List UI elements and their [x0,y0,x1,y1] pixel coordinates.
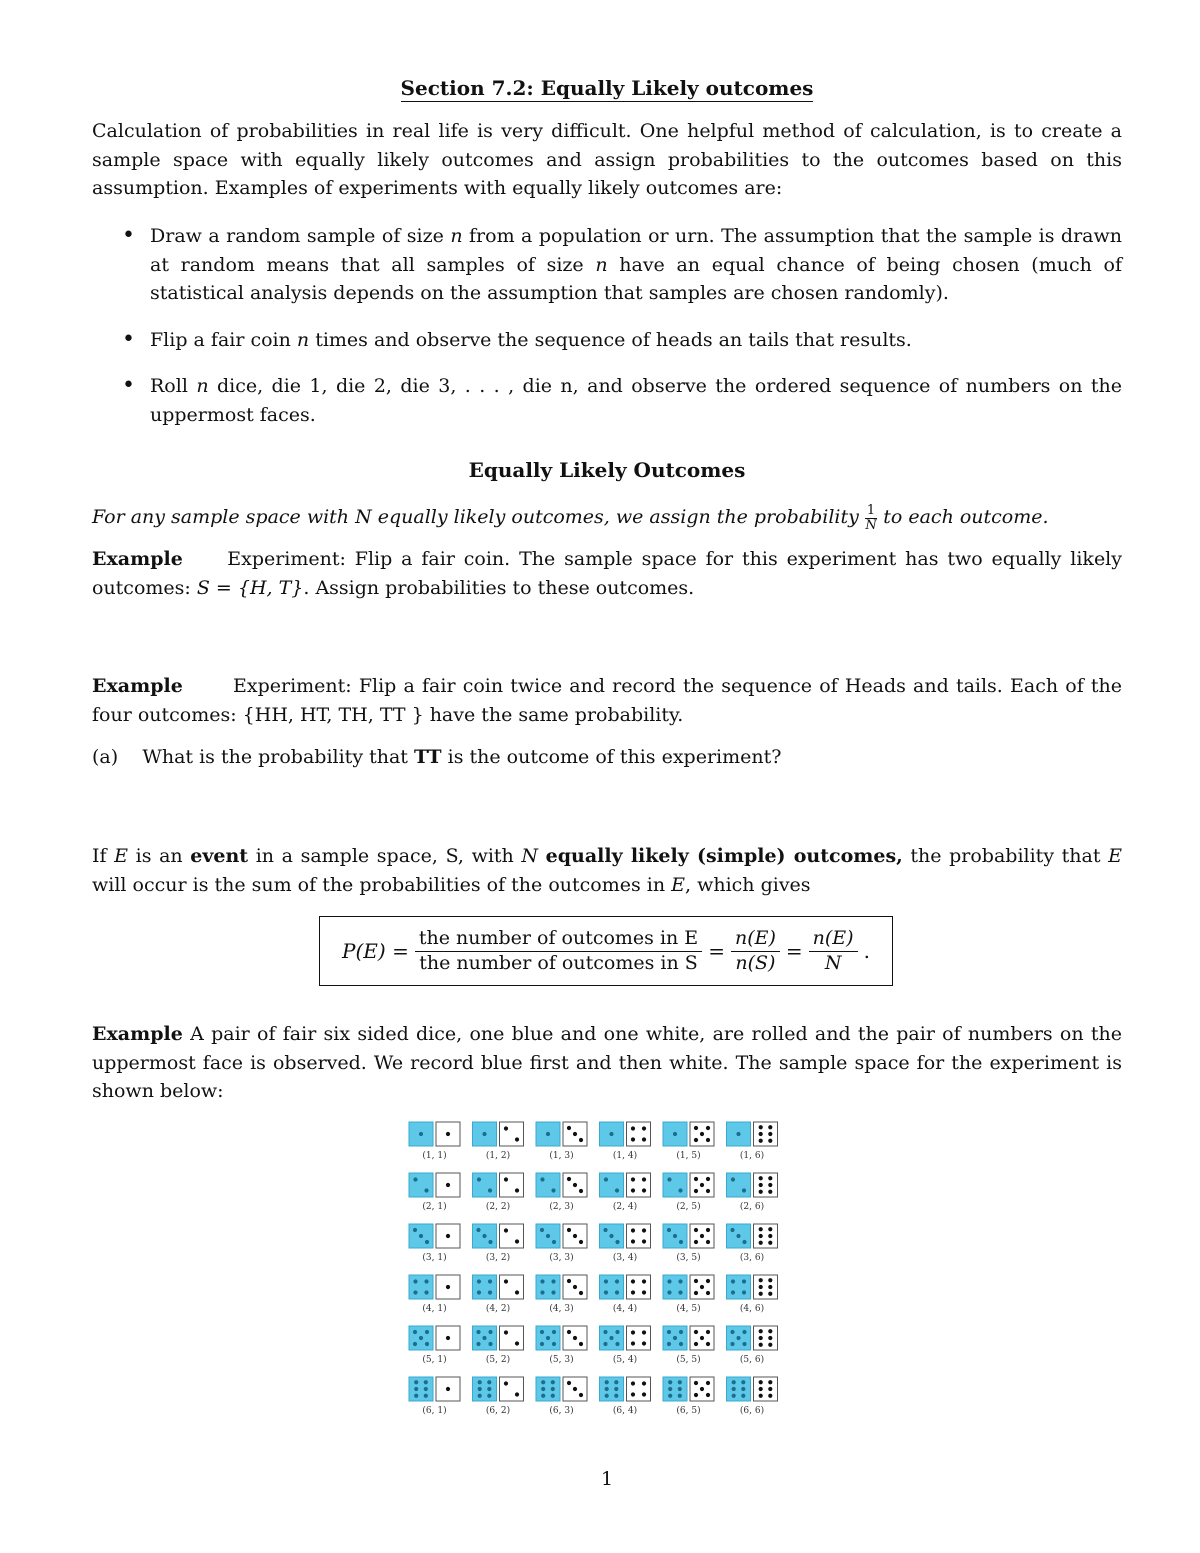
outcome-label: (6, 4) [612,1406,638,1416]
blue-die-icon [727,1224,751,1248]
blue-die-icon [727,1326,751,1350]
outcome-label: (5, 4) [612,1355,638,1365]
section-title: Section 7.2: Equally Likely outcomes [400,76,814,100]
blue-die-icon [600,1122,624,1146]
blue-die-icon [473,1326,497,1350]
blue-die-icon [409,1377,433,1401]
blue-die-icon [473,1275,497,1299]
outcome-label: (6, 3) [549,1406,574,1416]
outcome-label: (6, 1) [422,1406,447,1416]
blue-die-icon [473,1377,497,1401]
white-die-icon [563,1224,587,1248]
white-die-icon [690,1122,714,1146]
white-die-icon [690,1173,714,1197]
white-die-icon [563,1377,587,1401]
outcome-label: (1, 5) [676,1151,701,1161]
outcome-label: (1, 4) [612,1151,638,1161]
dice-sample-space [407,1120,787,1420]
white-die-icon [627,1275,651,1299]
white-die-icon [627,1224,651,1248]
blue-die-icon [727,1173,751,1197]
white-die-icon [754,1224,778,1248]
blue-die-icon [409,1326,433,1350]
white-die-icon [500,1224,524,1248]
outcome-label: (4, 4) [612,1304,638,1314]
white-die-icon [436,1224,460,1248]
example-3: Example A pair of fair six sided dice, one blue and one white, are rolled and the pair of numbers on the uppermost face is observed. We record blue first and then white. The sample space for the experiment is shown below: [92,1023,1122,1102]
blue-die-icon [663,1122,687,1146]
outcome-label: (6, 2) [485,1406,511,1416]
outcome-label: (4, 3) [549,1304,574,1314]
outcome-label: (4, 6) [739,1304,765,1314]
white-die-icon [500,1326,524,1350]
blue-die-icon [536,1224,560,1248]
blue-die-icon [473,1122,497,1146]
white-die-icon [690,1326,714,1350]
blue-die-icon [536,1377,560,1401]
list-item: • Draw a random sample of size n from a population or urn. The assumption that the sample is drawn at random means that all samples of size n have an equal chance of being chosen (much of statistical analysis depends on the assumption that samples are chosen randomly). [92,222,1122,308]
outcome-label: (3, 1) [422,1253,447,1263]
outcome-label: (3, 3) [549,1253,574,1263]
blue-die-icon [473,1173,497,1197]
definition: For any sample space with N equally likely outcomes, we assign the probability $\frac{1}{N}$ to each outcome. [92,502,1049,533]
outcome-label: (1, 3) [549,1151,574,1161]
example-2-part-a: (a) What is the probability that TT is the outcome of this experiment? [92,746,782,768]
white-die-icon [436,1377,460,1401]
list-item: • Flip a fair coin n times and observe the sequence of heads an tails that results. [92,326,1122,355]
blue-die-icon [409,1173,433,1197]
blue-die-icon [600,1224,624,1248]
blue-die-icon [600,1377,624,1401]
blue-die-icon [409,1224,433,1248]
white-die-icon [690,1377,714,1401]
blue-die-icon [409,1122,433,1146]
outcome-label: (2, 4) [612,1202,638,1212]
white-die-icon [500,1122,524,1146]
white-die-icon [436,1326,460,1350]
white-die-icon [500,1377,524,1401]
outcome-label: (1, 1) [422,1151,447,1161]
outcome-label: (6, 5) [676,1406,701,1416]
white-die-icon [754,1173,778,1197]
white-die-icon [500,1173,524,1197]
blue-die-icon [663,1275,687,1299]
blue-die-icon [663,1173,687,1197]
examples-list [92,222,1122,447]
blue-die-icon [663,1224,687,1248]
white-die-icon [754,1275,778,1299]
outcome-label: (4, 1) [422,1304,447,1314]
white-die-icon [563,1122,587,1146]
outcome-label: (2, 3) [549,1202,574,1212]
example-label: Example [92,548,183,570]
outcome-label: (2, 5) [676,1202,701,1212]
white-die-icon [690,1224,714,1248]
outcome-label: (2, 2) [485,1202,511,1212]
blue-die-icon [663,1377,687,1401]
outcome-label: (4, 5) [676,1304,701,1314]
blue-die-icon [727,1377,751,1401]
intro-paragraph: Calculation of probabilities in real life is very difficult. One helpful method of calculation, is to create a sample space with equally likely outcomes and assign probabilities to the outcomes based on this assumption. Examples of experiments with equally likely outcomes are: [92,120,1122,199]
white-die-icon [500,1275,524,1299]
example-label: Example [92,1023,183,1045]
white-die-icon [754,1377,778,1401]
subheading: Equally Likely Outcomes [468,458,746,482]
example-1: Example Experiment: Flip a fair coin. The sample space for this experiment has two equally likely outcomes: S = {H, T}. Assign probabilities to these outcomes. [92,548,1122,599]
list-item: • Roll n dice, die 1, die 2, die 3, . . . , die n, and observe the ordered sequence of numbers on the uppermost faces. [92,372,1122,429]
page-number: 1 [600,1468,614,1490]
outcome-label: (5, 1) [422,1355,447,1365]
fraction: $\frac{n(E)}{n(S)}$ [731,929,780,974]
blue-die-icon [600,1173,624,1197]
outcome-label: (2, 1) [422,1202,447,1212]
white-die-icon [563,1173,587,1197]
outcome-label: (3, 6) [739,1253,765,1263]
white-die-icon [754,1122,778,1146]
blue-die-icon [536,1326,560,1350]
white-die-icon [754,1326,778,1350]
white-die-icon [627,1173,651,1197]
white-die-icon [627,1377,651,1401]
example-label: Example [92,675,183,697]
event-paragraph: If E is an event in a sample space, S, with N equally likely (simple) outcomes, the probability that E will occur is the sum of the probabilities of the outcomes in E, which gives [92,845,1122,896]
outcome-label: (1, 6) [739,1151,765,1161]
white-die-icon [563,1326,587,1350]
blue-die-icon [600,1275,624,1299]
outcome-label: (2, 6) [739,1202,765,1212]
outcome-label: (6, 6) [739,1406,765,1416]
outcome-label: (3, 2) [485,1253,511,1263]
fraction: $\frac{1}{N}$ [865,502,877,533]
blue-die-icon [663,1326,687,1350]
outcome-label: (5, 6) [739,1355,765,1365]
outcome-label: (4, 2) [485,1304,511,1314]
blue-die-icon [473,1224,497,1248]
outcome-label: (5, 3) [549,1355,574,1365]
blue-die-icon [600,1326,624,1350]
blue-die-icon [727,1275,751,1299]
outcome-label: (3, 4) [612,1253,638,1263]
blue-die-icon [727,1122,751,1146]
example-2: Example Experiment: Flip a fair coin twice and record the sequence of Heads and tails. Each of the four outcomes: {HH, HT, TH, TT } have the same probability. [92,675,1123,726]
white-die-icon [627,1326,651,1350]
blue-die-icon [409,1275,433,1299]
white-die-icon [690,1275,714,1299]
white-die-icon [436,1122,460,1146]
blue-die-icon [536,1173,560,1197]
fraction: $\frac{n(E)}{N}$ [809,929,858,974]
outcome-label: (1, 2) [485,1151,511,1161]
white-die-icon [436,1275,460,1299]
blue-die-icon [536,1275,560,1299]
outcome-label: (5, 2) [485,1355,511,1365]
probability-formula: P(E) = $\frac{\text{the number of outcomes in E}}{\text{the number of outcomes in S}}$ = $\frac{n(E)}{n(S)}$ = $\frac{n(E)}{N}$ . [319,916,893,986]
outcome-label: (3, 5) [676,1253,701,1263]
white-die-icon [563,1275,587,1299]
white-die-icon [436,1173,460,1197]
fraction: $\frac{\text{the number of outcomes in E}}{\text{the number of outcomes in S}}$ [415,929,702,974]
blue-die-icon [536,1122,560,1146]
outcome-label: (5, 5) [676,1355,701,1365]
white-die-icon [627,1122,651,1146]
